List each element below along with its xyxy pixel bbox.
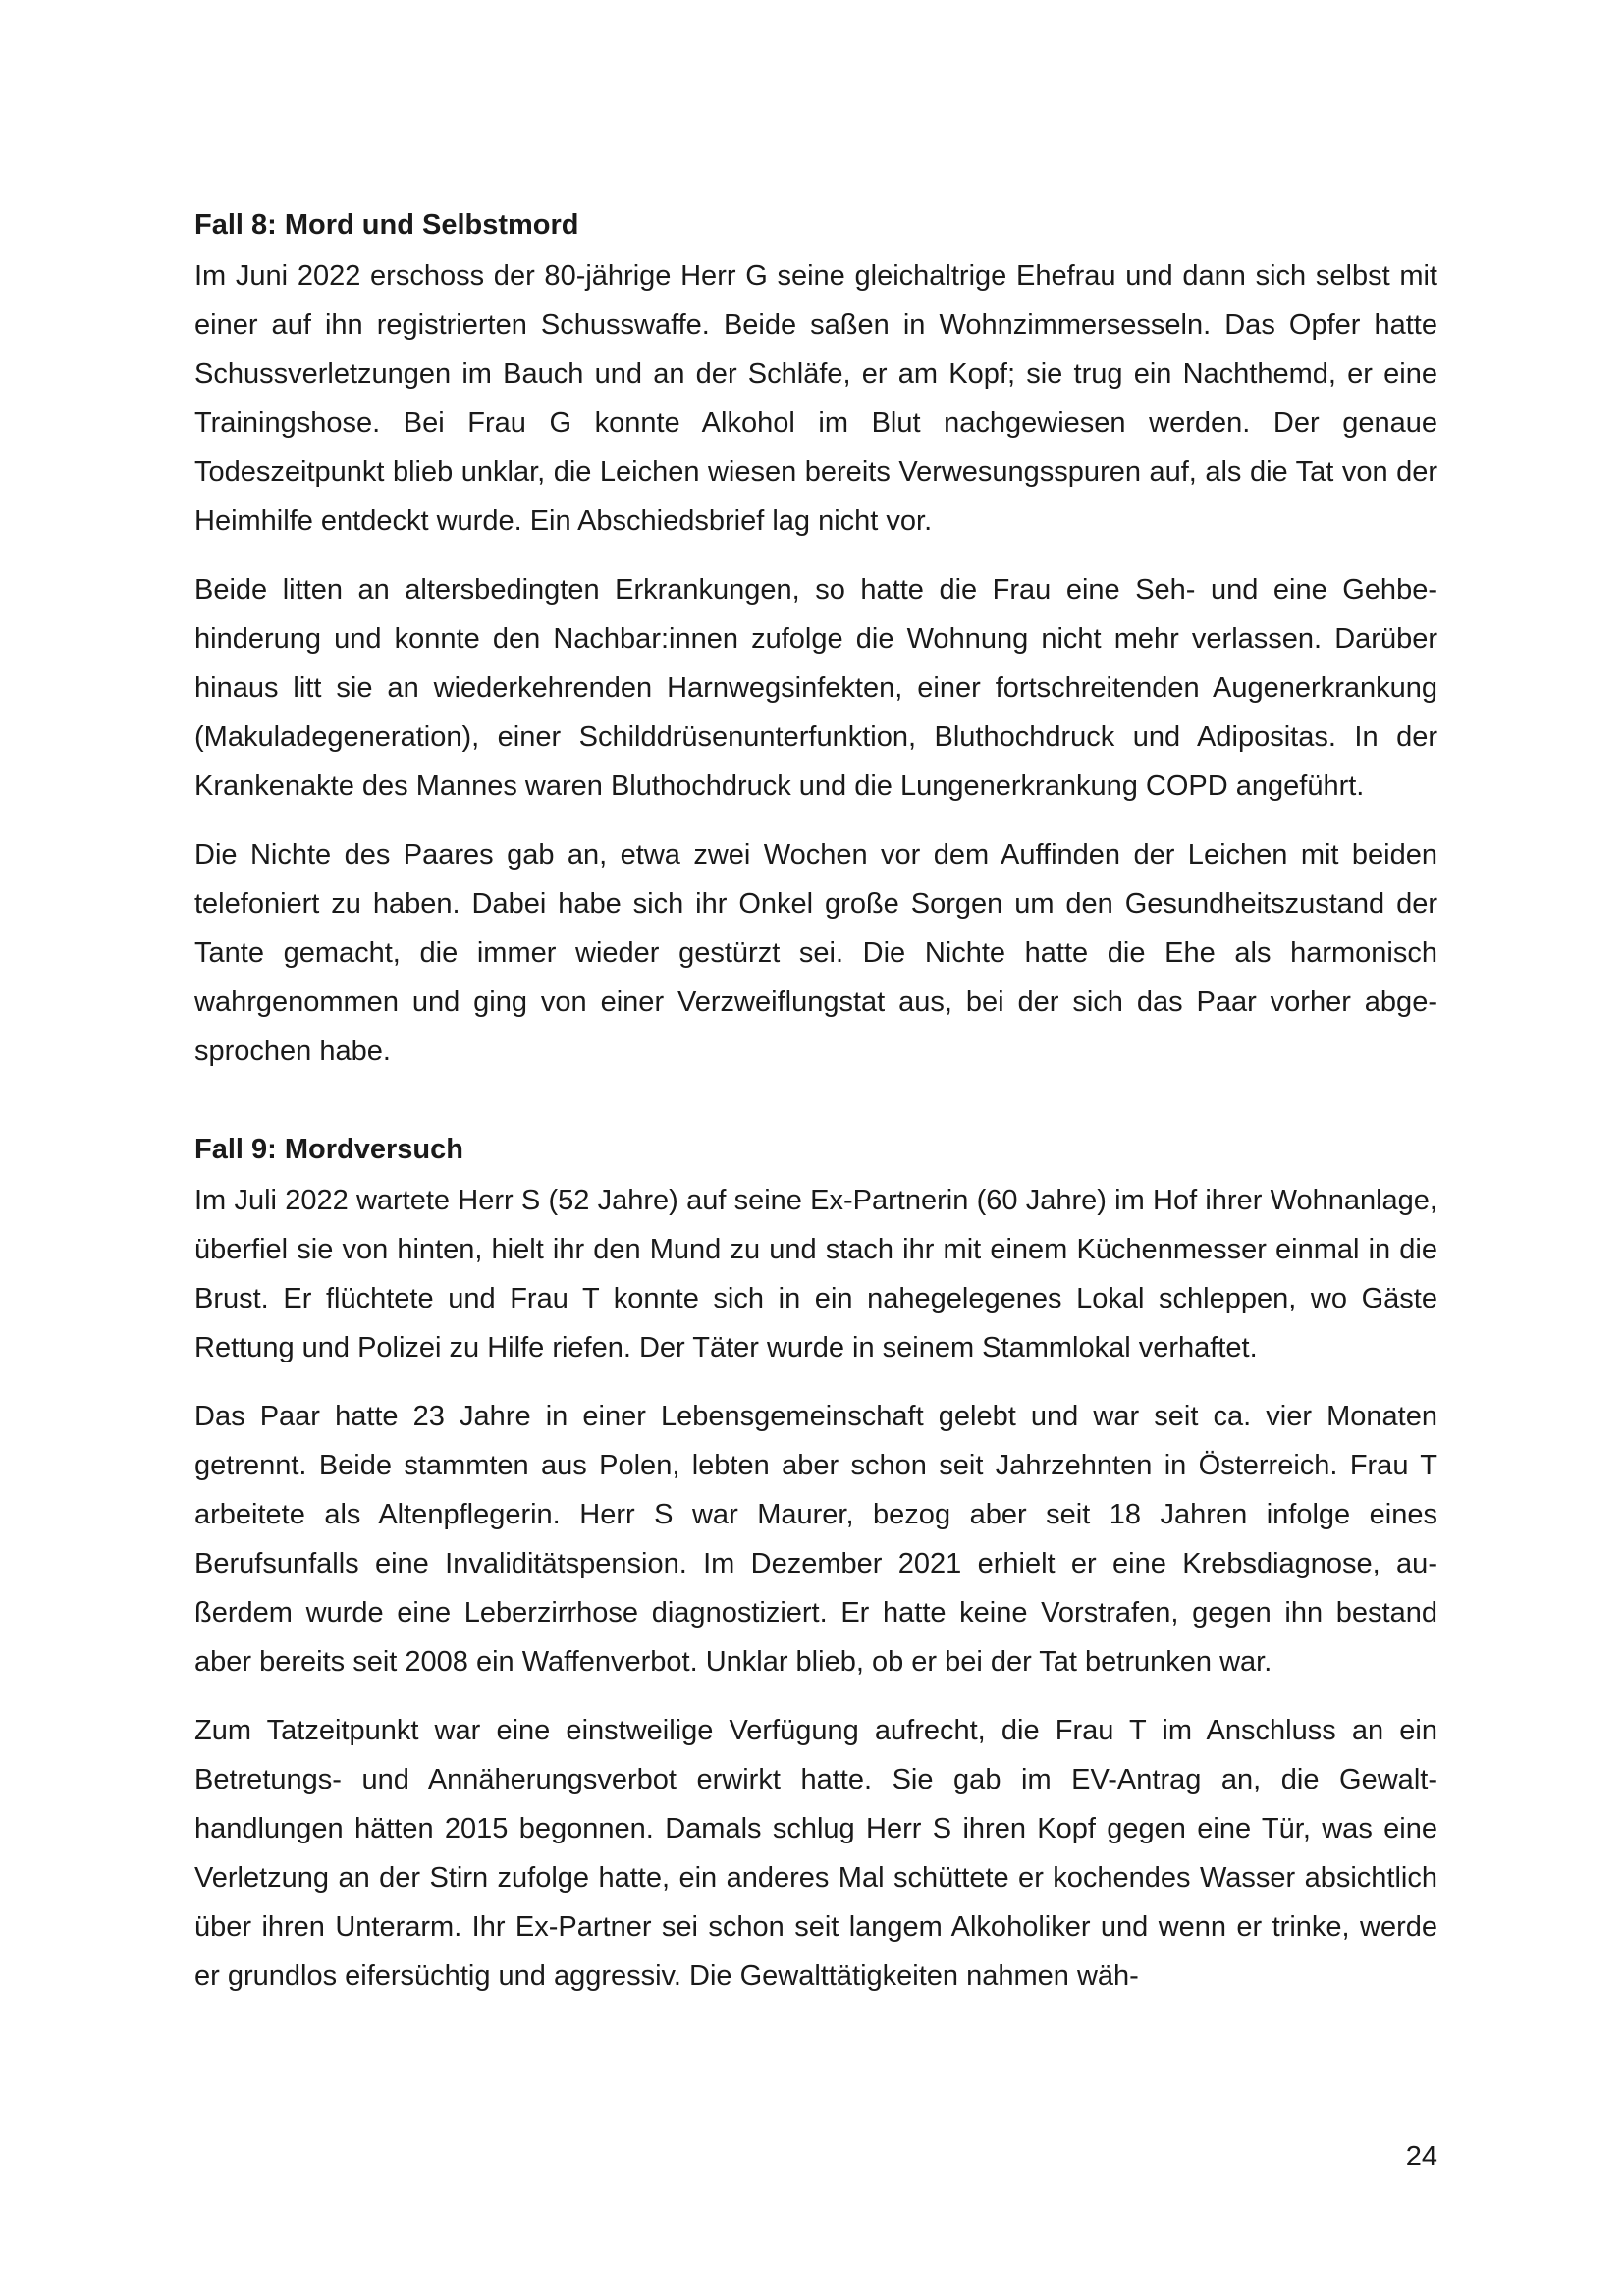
section-heading: Fall 8: Mord und Selbstmord <box>194 209 579 240</box>
page-content <box>194 200 1437 2020</box>
paragraph: Das Paar hatte 23 Jahre in einer Lebensgemeinschaft gelebt und war seit ca. vier Monaten getrennt. Beide stammten aus Polen, lebten aber schon seit Jahrzehnten in Österreich. Frau T arbeitete als Altenpflegerin. Herr S war Maurer, bezog aber seit 18 Jahren infolge eines Berufsunfalls eine Invaliditätspension. Im Dezember 2021 erhielt er eine Krebsdiagnose, außerdem wurde eine Leberzirrhose diagnostiziert. Er hatte keine Vorstrafen, gegen ihn bestand aber bereits seit 2008 ein Waffenverbot. Unklar blieb, ob er bei der Tat betrunken war. <box>194 1401 1437 1678</box>
section-spacer <box>194 1095 1437 1125</box>
case-section-fall-9 <box>194 1125 1437 2001</box>
section-heading: Fall 9: Mordversuch <box>194 1134 463 1165</box>
paragraph: Beide litten an altersbedingten Erkrankungen, so hatte die Frau eine Seh- und eine Gehbehinderung und konnte den Nachbar:innen zufolge die Wohnung nicht mehr verlassen. Darüber hinaus litt sie an wiederkehrenden Harnwegsinfekten, einer fortschreitenden Augenerkrankung (Makuladegeneration), einer Schilddrüsenunterfunktion, Bluthochdruck und Adipositas. In der Krankenakte des Mannes waren Bluthochdruck und die Lungenerkrankung COPD angeführt. <box>194 574 1437 802</box>
paragraph: Die Nichte des Paares gab an, etwa zwei Wochen vor dem Auffinden der Leichen mit beiden telefoniert zu haben. Dabei habe sich ihr Onkel große Sorgen um den Gesundheitszustand der Tante gemacht, die immer wieder gestürzt sei. Die Nichte hatte die Ehe als harmonisch wahrgenommen und ging von einer Verzweiflungstat aus, bei der sich das Paar vorher abgesprochen habe. <box>194 839 1437 1067</box>
paragraph: Im Juni 2022 erschoss der 80-jährige Herr G seine gleichaltrige Ehefrau und dann sich selbst mit einer auf ihn registrierten Schusswaffe. Beide saßen in Wohnzimmersesseln. Das Opfer hatte Schussverletzungen im Bauch und an der Schläfe, er am Kopf; sie trug ein Nachthemd, er eine Trainingshose. Bei Frau G konnte Alkohol im Blut nachgewiesen werden. Der genaue Todeszeitpunkt blieb unklar, die Leichen wiesen bereits Verwesungsspuren auf, als die Tat von der Heimhilfe entdeckt wurde. Ein Abschiedsbrief lag nicht vor. <box>194 260 1437 537</box>
case-section-fall-8 <box>194 200 1437 1076</box>
paragraph: Im Juli 2022 wartete Herr S (52 Jahre) auf seine Ex-Partnerin (60 Jahre) im Hof ihrer Wohnanlage, überfiel sie von hinten, hielt ihr den Mund zu und stach ihr mit einem Küchenmesser einmal in die Brust. Er flüchtete und Frau T konnte sich in ein nahegelegenes Lokal schleppen, wo Gäste Rettung und Polizei zu Hilfe riefen. Der Täter wurde in seinem Stammlokal verhaftet. <box>194 1185 1437 1363</box>
page-number: 24 <box>1405 2141 1437 2172</box>
paragraph: Zum Tatzeitpunkt war eine einstweilige Verfügung aufrecht, die Frau T im Anschluss an ein Betretungs- und Annäherungsverbot erwirkt hatte. Sie gab im EV-Antrag an, die Gewalthandlungen hätten 2015 begonnen. Damals schlug Herr S ihren Kopf gegen eine Tür, was eine Verletzung an der Stirn zufolge hatte, ein anderes Mal schüttete er kochendes Wasser absichtlich über ihren Unterarm. Ihr Ex-Partner sei schon seit langem Alkoholiker und wenn er trinke, werde er grundlos eifersüchtig und aggressiv. Die Gewalttätigkeiten nahmen wäh- <box>194 1715 1437 1992</box>
